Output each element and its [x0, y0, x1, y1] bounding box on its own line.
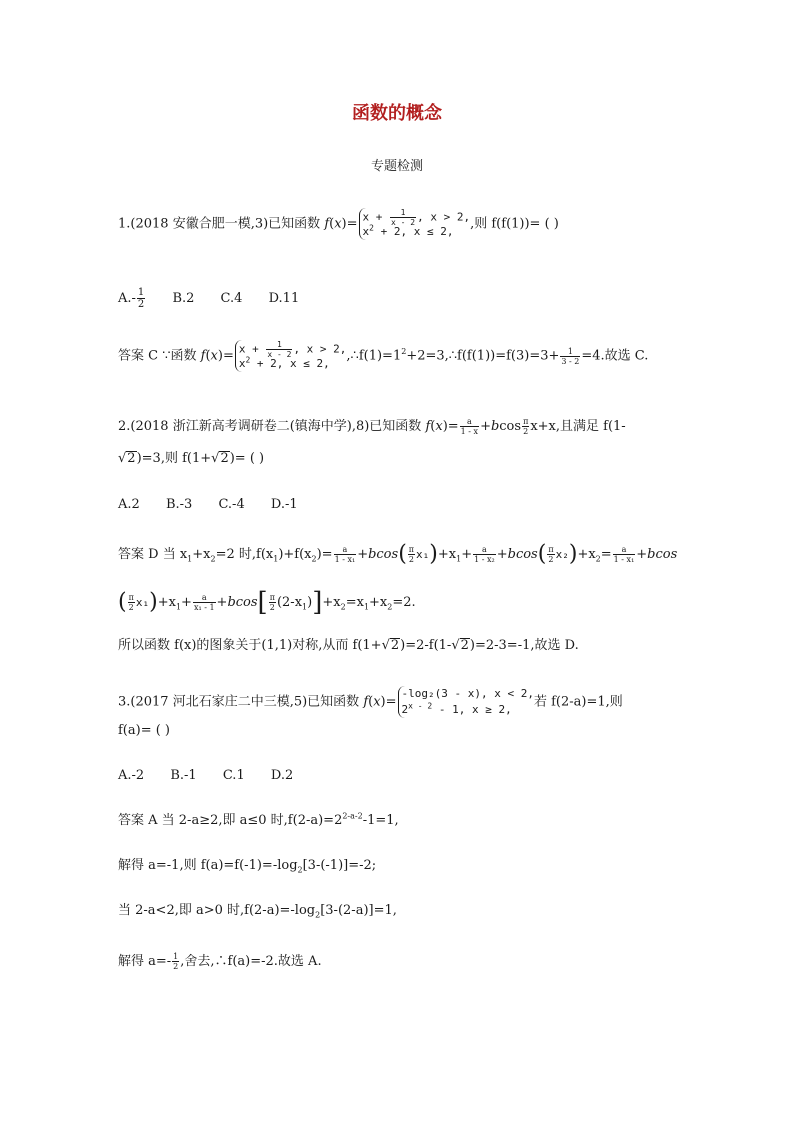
a2-line1-c: )+f(x — [278, 547, 312, 562]
answer-3-line-3 — [118, 903, 397, 919]
a2-line1-b: =2 时,f(x — [215, 547, 274, 562]
a1-frac2-num: 1 — [560, 347, 580, 357]
question-2: 2.(2018 浙江新高考调研卷二(镇海中学),8)已知函数 f(x)= $\frac{a}{1 - x}$ +bcos $\frac{\pi}{2}$ x+x,且满足 f(1- — [118, 417, 626, 436]
q1-eq: = — [346, 216, 358, 232]
a2-bcos-4: +bcos — [216, 595, 258, 610]
a2-sub-e: 1 — [456, 554, 462, 564]
a1-case1-pre: x + — [238, 342, 266, 356]
a3-line4-pre: 解得 a=- — [118, 954, 172, 969]
a2-sub-d: 2 — [311, 554, 317, 564]
q3-option-b: B.-1 — [170, 768, 197, 783]
q2-option-a: A.2 — [118, 497, 140, 512]
q2-frac — [460, 417, 479, 436]
q3-case-2 — [402, 702, 534, 718]
a2-two-minus: (2-x — [276, 595, 303, 610]
a2-sub-i: 2 — [340, 602, 346, 612]
a1-eq: = — [222, 348, 234, 364]
a1-x: x — [210, 348, 218, 364]
a2-pi1-num: π — [408, 545, 415, 554]
q1-opt-a-pre: A.- — [118, 291, 136, 306]
a2-pi3-num: π — [128, 593, 134, 602]
a2-lead: 答案 D 当 x — [118, 547, 188, 562]
q2-frac-num: a — [460, 417, 479, 427]
a1-tail-mid: +2=3,∴f(f(1))=f(3)=3+ — [406, 348, 560, 364]
q1-option-d: D.11 — [268, 291, 300, 306]
q2-tail: x+x,且满足 f(1- — [530, 419, 626, 434]
a2-frac1-den: 1 - x₁ — [334, 555, 356, 564]
answer-3-line-2 — [118, 858, 376, 874]
q2-options — [118, 497, 298, 513]
a2-line3-pre: 所以函数 f(x)的图象关于(1,1)对称,从而 f(1+ — [118, 638, 382, 653]
q2-pi-num: π — [523, 417, 529, 426]
a2-line2-result: =x — [345, 595, 364, 610]
q2-option-b: B.-3 — [165, 497, 193, 512]
a3-line2-sub: 2 — [297, 865, 303, 875]
a2-frac-4 — [193, 593, 216, 612]
q1-x: x — [334, 216, 342, 232]
a2-frac4-num: a — [193, 593, 216, 603]
q2-plus-b: +b — [480, 419, 500, 434]
a2-sub-k: 2 — [387, 602, 393, 612]
a1-tail-end: =4.故选 C. — [581, 348, 649, 364]
a1-piecewise — [235, 340, 347, 372]
page-subtitle: 专题检测 — [370, 159, 423, 174]
a2-sub-h: 1 — [302, 602, 308, 612]
a2-pi4-den: 2 — [269, 603, 275, 612]
q3-piecewise — [398, 686, 534, 718]
q2-sqrt-2: 2 — [220, 451, 229, 466]
a2-pi3-den: 2 — [128, 603, 134, 612]
answer-2-line-3: 所以函数 f(x)的图象关于(1,1)对称,从而 f(1+√2)=2-f(1-√2)=2-3=-1,故选 D. — [118, 638, 579, 653]
a1-tail-pre: ,∴f(1)=1 — [346, 348, 402, 364]
a1-case-1 — [238, 340, 347, 359]
q3-case2-exp: x - 2 — [408, 701, 433, 711]
q1-case1-post: , x > 2, — [417, 210, 471, 224]
a3-frac-num: 1 — [173, 952, 179, 961]
q2-line2-end: )= ( ) — [229, 451, 265, 466]
a3-line3-pre: 当 2-a<2,即 a>0 时,f(2-a)=-log — [118, 903, 316, 918]
a2-sqrt-2: 2 — [460, 638, 469, 653]
q1-option-a — [118, 287, 146, 310]
a2-line1-d: )= — [316, 547, 333, 562]
q1-case2-base: x — [362, 225, 370, 238]
q2-sqrt-1: 2 — [127, 451, 136, 466]
a3-frac-den: 2 — [173, 962, 179, 971]
a1-case2-exp: 2 — [245, 355, 251, 365]
q3-tail: 若 f(2-a)=1,则 — [533, 694, 623, 710]
a3-line2-pre: 解得 a=-1,则 f(a)=f(-1)=-log — [118, 858, 298, 873]
answer-2: 答案 D 当 $x_1+x_2=2$ 时$,f(x_1)+f(x_2)=$ $\frac{a}{\text{1 - x₁}}$ +bcos( $\frac{\pi}{2}$ $x_1)+x_1+$ $\frac{a}{\text{1 - x₂}}$ +bcos( $\frac{\pi}{2}$ $x_2)+x_2=$ $\frac{a}{\text{1 - x₁}}$ +bcos — [118, 541, 678, 567]
q3-options — [118, 768, 293, 784]
q2-option-c: C.-4 — [218, 497, 245, 512]
a1-frac-den: x - 2 — [267, 350, 292, 359]
q1-lead: 1.(2018 安徽合肥一模,3)已知函数 — [118, 216, 321, 232]
q1-fx: f — [324, 216, 330, 232]
a3-line4-end: ,舍去,∴f(a)=-2.故选 A. — [180, 954, 322, 969]
q3-case-1: -log₂(3 - x), x < 2, — [401, 687, 534, 700]
a2-frac2-num: a — [473, 545, 496, 555]
q2-cos: cos — [499, 419, 522, 434]
a2-frac1-num: a — [334, 545, 357, 555]
a2-pi4-num: π — [269, 593, 275, 602]
a3-line2-end: [3-(-1)]=-2; — [302, 858, 377, 873]
a3-line1-end: -1=1, — [362, 813, 399, 828]
a2-frac-1 — [334, 545, 357, 564]
a3-line3-end: [3-(2-a)]=1, — [320, 903, 397, 918]
q1-option-b: B.2 — [172, 291, 195, 306]
q1-case-2 — [363, 224, 471, 240]
a2-line3-mid: )=2-f(1- — [400, 638, 452, 653]
a2-line2-final: +x — [369, 595, 388, 610]
a2-line3-end: )=2-3=-1,故选 D. — [469, 638, 579, 653]
a3-frac — [172, 952, 179, 971]
q1-option-c: C.4 — [220, 291, 243, 306]
q1-case1-pre: x + — [362, 210, 390, 224]
a1-case2-post: + 2, x ≤ 2, — [250, 357, 330, 370]
q1-options — [118, 287, 299, 310]
a1-tail-exp: 2 — [401, 347, 407, 357]
a2-frac2-den: 1 - x₂ — [474, 555, 495, 564]
q1-opt-a-den: 2 — [137, 299, 145, 310]
q3-option-d: D.2 — [270, 768, 294, 783]
a1-lead: 答案 C ∵函数 — [118, 348, 197, 364]
q1-tail: ,则 f(f(1))= ( ) — [470, 216, 559, 232]
q1-piecewise — [359, 208, 471, 240]
a2-pi2-num: π — [548, 545, 554, 554]
q3-line-2: f(a)= ( ) — [118, 723, 171, 738]
a2-plus-x1: +x — [437, 547, 457, 562]
a2-sub-a: 1 — [187, 554, 193, 564]
a2-plus-x2: +x — [577, 547, 596, 562]
question-3: 3.(2017 河北石家庄二中三模,5)已知函数 f(x)= -log₂(3 - x), x < 2, 2$^{x - 2}$ - 1, x ≥ 2, 若 f(2-a)=1,则 — [118, 687, 623, 716]
q2-frac-den: 1 - x — [460, 427, 479, 436]
q2-pi-den: 2 — [523, 427, 529, 436]
a2-pi-1 — [408, 545, 415, 564]
a2-pi2-den: 2 — [548, 555, 554, 564]
a2-x1-b: x₁ — [135, 596, 150, 609]
a1-frac-2 — [560, 347, 580, 366]
q3-fx: f — [363, 694, 369, 710]
a2-sub-j: 1 — [363, 602, 370, 612]
a2-sub-b: 2 — [210, 554, 216, 564]
a2-bcos-3: +bcos — [636, 547, 678, 562]
q1-opt-a-num: 1 — [137, 287, 145, 298]
question-1: 1.(2018 安徽合肥一模,3)已知函数 f(x)= x + $\frac{1}{x - 2}$ , x > 2, $x^2 + 2$, x ≤ 2, ,则 f(f(1))= ( ) — [118, 208, 559, 238]
q3-case2-post: - 1, x ≥ 2, — [432, 703, 512, 716]
q3-case2-base: 2 — [401, 703, 409, 716]
a1-fx: f — [200, 348, 206, 364]
a1-case-2 — [239, 356, 347, 372]
q1-frac-num: 1 — [390, 208, 416, 218]
a2-close: ) — [307, 595, 313, 610]
q3-x: x — [373, 694, 381, 710]
a1-case2-base: x — [238, 357, 246, 370]
answer-2-line-2: ( $\frac{\pi}{2}$ $x_1)+x_1+$ $\frac{a}{\text{x₁ - 1}}$ +bcos[ $\frac{\pi}{2}$ $(2-x_1)]+x_2=x_1+x_2=2$. — [118, 587, 416, 618]
answer-1: 答案 C ∵函数 f(x)= x + $\frac{1}{x - 2}$ , x > 2, $x^2 + 2$, x ≤ 2, $,\therefore f(1)=1^2+2=3,\therefore f(f(1))=f(3)=3+$ $\frac{1}{3 - 2}$ =4.故选 C. — [118, 340, 649, 370]
a2-line2-eq2: =2. — [392, 595, 416, 610]
q2-pi-frac — [522, 417, 529, 436]
a2-frac3-num: a — [613, 545, 636, 555]
a2-frac-3 — [613, 545, 636, 564]
q1-case2-post: + 2, x ≤ 2, — [373, 225, 454, 238]
a2-sub-g: 1 — [175, 602, 182, 612]
a3-line1-exp: 2-a-2 — [342, 811, 363, 821]
a2-x2-a: x₂ — [555, 548, 569, 561]
a2-pi-4 — [269, 593, 276, 612]
page-title: 函数的概念 — [352, 103, 442, 124]
a2-bcos-1: +bcos — [357, 547, 399, 562]
q2-fx: f — [425, 419, 431, 434]
a1-frac2-den: 3 - 2 — [561, 356, 580, 366]
a2-pi1-den: 2 — [408, 555, 414, 564]
a2-plus-x1-b: +x — [157, 595, 176, 610]
q3-lead: 3.(2017 河北石家庄二中三模,5)已知函数 — [118, 694, 360, 710]
q2-option-d: D.-1 — [270, 497, 298, 512]
a2-sub-c: 1 — [273, 554, 279, 564]
a2-line2-end: +x — [322, 595, 341, 610]
a2-bcos-2: +bcos — [496, 547, 538, 562]
a2-x1-a: x₁ — [416, 548, 430, 561]
q1-case-1 — [362, 208, 471, 227]
a2-sub-f: 2 — [595, 554, 601, 564]
a3-line1-pre: 答案 A 当 2-a≥2,即 a≤0 时,f(2-a)=2 — [118, 813, 343, 828]
a2-frac4-den: x₁ - 1 — [193, 603, 215, 612]
a2-sqrt-1: 2 — [390, 638, 400, 653]
a3-line3-sub: 2 — [315, 910, 321, 920]
a2-pi-3 — [128, 593, 135, 612]
a2-frac3-den: 1 - x₁ — [613, 555, 635, 564]
q2-lead: 2.(2018 浙江新高考调研卷二(镇海中学),8)已知函数 — [118, 419, 422, 434]
q1-opt-a-frac — [137, 287, 145, 310]
question-2-line-2: √2)=3,则 f(1+√2)= ( ) — [118, 451, 265, 466]
answer-3-line-1 — [118, 813, 399, 829]
a2-frac-2 — [473, 545, 496, 564]
q2-x: x — [435, 419, 443, 434]
q1-frac-den: x - 2 — [391, 218, 416, 227]
a2-pi-2 — [547, 545, 554, 564]
q2-eq: = — [447, 419, 459, 434]
q1-case2-exp: 2 — [369, 223, 374, 233]
answer-3-line-4 — [118, 952, 322, 971]
a1-frac-num: 1 — [266, 340, 292, 350]
q3-option-c: C.1 — [222, 768, 245, 783]
q3-option-a: A.-2 — [118, 768, 145, 783]
q2-line2-mid: )=3,则 f(1+ — [136, 451, 212, 466]
a2-line1-a: +x — [192, 547, 211, 562]
a1-case1-post: , x > 2, — [293, 342, 347, 356]
